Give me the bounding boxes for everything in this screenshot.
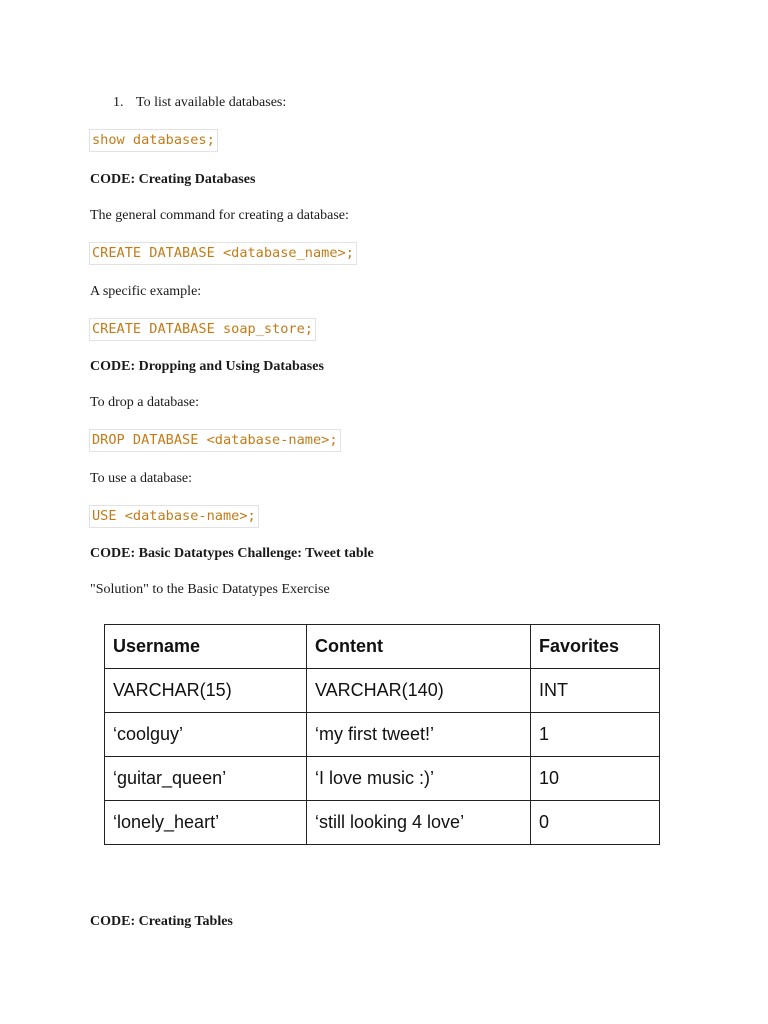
table-row: [105, 801, 660, 845]
table-cell: ‘coolguy’: [105, 713, 307, 757]
table-cell: ‘still looking 4 love’: [307, 801, 531, 845]
list-item-text: To list available databases:: [136, 95, 287, 110]
table-row: [105, 669, 660, 713]
paragraph-solution: "Solution" to the Basic Datatypes Exercise: [90, 582, 330, 597]
table-cell: VARCHAR(15): [105, 669, 307, 713]
paragraph-to-drop: To drop a database:: [90, 395, 200, 410]
tweet-table: [104, 624, 660, 845]
table-cell: ‘I love music :)’: [307, 757, 531, 801]
table-cell: ‘my first tweet!’: [307, 713, 531, 757]
table-cell: ‘lonely_heart’: [105, 801, 307, 845]
header-favorites: Favorites: [531, 625, 660, 669]
table-cell: INT: [531, 669, 660, 713]
table-cell: 0: [531, 801, 660, 845]
table-cell: VARCHAR(140): [307, 669, 531, 713]
paragraph-to-use: To use a database:: [90, 471, 193, 486]
header-content: Content: [307, 625, 531, 669]
code-show-databases: show databases;: [89, 129, 218, 152]
code-create-database-specific: CREATE DATABASE soap_store;: [89, 318, 316, 341]
heading-creating-databases: CODE: Creating Databases: [90, 172, 256, 187]
list-number: 1.: [113, 95, 124, 110]
header-username: Username: [105, 625, 307, 669]
table-header-row: [105, 625, 660, 669]
table-cell: 10: [531, 757, 660, 801]
code-drop-database: DROP DATABASE <database-name>;: [89, 429, 341, 452]
code-use-database: USE <database-name>;: [89, 505, 259, 528]
heading-dropping-using: CODE: Dropping and Using Databases: [90, 359, 324, 374]
table-cell: ‘guitar_queen’: [105, 757, 307, 801]
paragraph-general-command: The general command for creating a database:: [90, 208, 349, 223]
table-row: [105, 713, 660, 757]
table-cell: 1: [531, 713, 660, 757]
heading-datatypes-challenge: CODE: Basic Datatypes Challenge: Tweet table: [90, 546, 374, 561]
code-create-database-general: CREATE DATABASE <database_name>;: [89, 242, 357, 265]
paragraph-specific-example: A specific example:: [90, 284, 202, 299]
table-row: [105, 757, 660, 801]
heading-creating-tables: CODE: Creating Tables: [90, 914, 233, 929]
